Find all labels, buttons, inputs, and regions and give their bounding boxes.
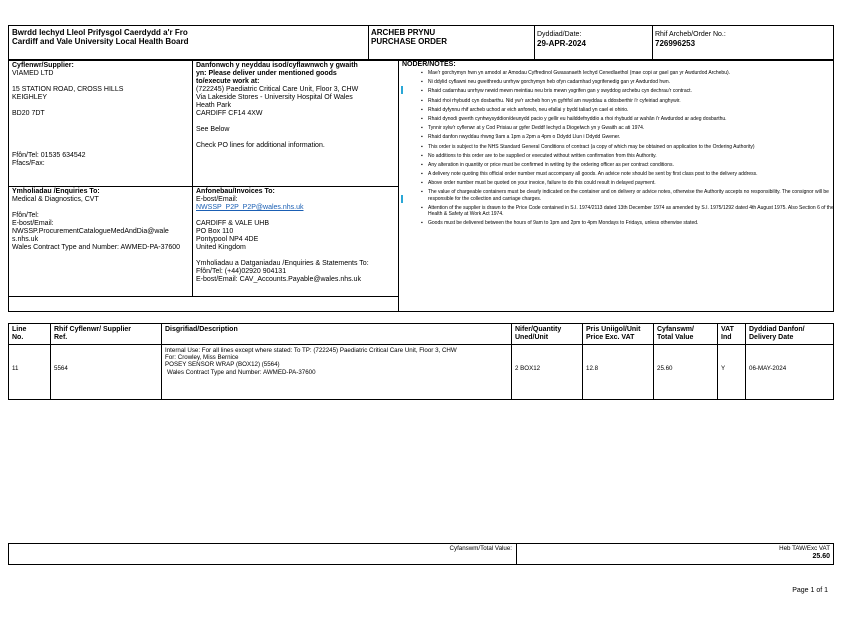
note-item: ▪ Ni ddylid cyflawni neu gweithredu unrhyw gorchymyn heb ofyn cadarnhad ysgrifenedig gan yr Awdurdod hwn. [402, 79, 834, 85]
note-item: ▪ No additions to this order are to be supplied or executed without written confirmation from this Authority. [402, 153, 834, 159]
col-header-text: Cyfanswm/ [657, 326, 694, 333]
col-header-text: Total Value [657, 334, 694, 341]
row-description: POSEY SENSOR WRAP (BOX12) (5564) [165, 361, 280, 369]
divider [511, 323, 512, 400]
delivery-address-line: CARDIFF CF14 4XW [196, 110, 263, 117]
divider [8, 186, 398, 187]
total-value-label: Cyfanswm/Total Value: [449, 545, 512, 552]
notes-label: NODER/NOTES: [402, 61, 456, 68]
invoices-address-line: CARDIFF & VALE UHB [196, 220, 269, 227]
order-number-label: Rhif Archeb/Order No.: [655, 31, 726, 38]
statements-label: Ymholiadau a Datganiadau /Enquiries & Statements To: [196, 260, 369, 267]
enquiries-section [12, 188, 190, 252]
supplier-line: BD20 7DT [12, 110, 45, 117]
divider [652, 25, 653, 60]
enquiries-dept: Medical & Diagnostics, CVT [12, 196, 99, 203]
divider [717, 323, 718, 400]
row-vat: Y [721, 365, 726, 372]
note-item: ▪ This order is subject to the NHS Standard General Conditions of contract (a copy of which may be obtained on application to the Ordering Authority) [402, 144, 834, 150]
divider [534, 25, 535, 60]
col-header-line [12, 326, 26, 342]
delivery-label: yn: Please deliver under mentioned goods [196, 70, 337, 77]
col-header-unit-price [586, 326, 640, 342]
delivery-section [196, 62, 396, 150]
supplier-label: Cyflenwr/Supplier: [12, 62, 74, 69]
col-header-text: Uned/Unit [515, 334, 549, 341]
col-header-vat [721, 326, 734, 342]
divider [368, 25, 369, 60]
row-delivery-date: 06-MAY-2024 [749, 365, 787, 372]
org-name-english: Cardiff and Vale University Local Health Board [12, 37, 189, 46]
note-item: ▪ Above order number must be quoted on your invoice, failure to do this could result in delayed payment. [402, 180, 834, 186]
note-item: ▪ Rhaid dynodi gwerth cynhwysyddion/deunydd pacio y gellir eu hailddefnyddio a rhoi rhybudd ar wahân i'r Awdurdod ar adeg dosbarthu. [402, 116, 834, 122]
enquiries-email: s.nhs.uk [12, 236, 39, 243]
col-header-text: VAT [721, 326, 734, 333]
invoices-address-line: Pontypool NP4 4DE [196, 236, 259, 243]
delivery-address-line: Via Lakeside Stores - University Hospital Of Wales [196, 94, 353, 101]
row-supplier-ref: 5564 [54, 365, 68, 372]
note-item: ▪ Rhaid cadarnhau unrhyw newid mewn meintiau neu bris mewn ysgrifen gan y swyddog archebu cyn dechrau'r contract. [402, 88, 834, 94]
delivery-label: to/execute work at: [196, 78, 260, 85]
supplier-line: VIAMED LTD [12, 70, 54, 77]
check-po-note: Check PO lines for additional information. [196, 142, 325, 149]
col-header-text: No. [12, 334, 24, 341]
col-header-quantity [515, 326, 561, 342]
supplier-line: 15 STATION ROAD, CROSS HILLS [12, 86, 124, 93]
delivery-address-line: Heath Park [196, 102, 232, 109]
enquiries-email: NWSSP.ProcurementCatalogueMedAndDia@wale [12, 228, 169, 235]
title-english: PURCHASE ORDER [371, 37, 448, 46]
see-below: See Below [196, 126, 230, 133]
note-item: ▪ Rhaid dyfynnu rhif archeb uchod ar eich anfoneb, neu efallai y bydd taliad yn cael ei ohirio. [402, 107, 834, 113]
enquiries-email-label: E-bost/Email: [12, 220, 54, 227]
divider [161, 323, 162, 400]
note-item: ▪ Rhaid rhoi rhybudd cyn dosbarthu. Nid yw'r archeb hon yn gyfrifol am nwyddau a ddosberthir i'r cyfeiriad anghywir. [402, 98, 834, 104]
col-header-text: Ref. [54, 334, 68, 341]
invoices-section [196, 188, 396, 284]
note-item: ▪ Rhaid danfon nwyddau rhwng 9am a 1pm a 2pm a 4pm o Ddydd Llun i Ddydd Gwener. [402, 134, 834, 140]
supplier-phone: Ffôn/Tel: 01535 634542 [12, 152, 86, 159]
divider [398, 60, 399, 312]
col-header-description [165, 326, 238, 334]
enquiries-label: Ymholiadau /Enquiries To: [12, 188, 100, 195]
divider [192, 60, 193, 297]
order-number-value: 726996253 [655, 39, 696, 48]
note-item: ▪ Tynnir sylw'r cyflenwr at y Cod Prisiau ar gyfer Deddf Iechyd a Diogelwch yn y Gwaith ac ati 1974. [402, 125, 834, 131]
col-header-text: Disgrifiad/Description [165, 326, 238, 333]
row-internal-use: Internal Use: For all lines except where stated: To TP: (722245) Paediatric Critical Care Unit, Floor 3, CHW [165, 347, 457, 354]
invoices-email-link[interactable]: NWSSP_P2P_P2P@wales.nhs.uk [196, 204, 304, 211]
row-quantity: 2 BOX12 [515, 365, 541, 372]
org-name-welsh: Bwrdd Iechyd Lleol Prifysgol Caerdydd a'r Fro [12, 28, 188, 37]
divider [745, 323, 746, 400]
statements-phone: Ffôn/Tel: (+44)02920 904131 [196, 268, 287, 275]
date-value: 29-APR-2024 [537, 39, 586, 48]
col-header-total [657, 326, 694, 342]
col-header-text: Ind [721, 334, 732, 341]
divider [516, 543, 517, 565]
col-header-text: Nifer/Quantity [515, 326, 562, 333]
supplier-line: KEIGHLEY [12, 94, 48, 101]
note-item: ▪ A delivery note quoting this official order number must accompany all goods. An advice note should be sent by first class post to the delivery address. [402, 171, 834, 177]
supplier-fax: Ffacs/Fax: [12, 160, 45, 167]
note-item: ▪ The value of chargeable containers must be clearly indicated on the container and on delivery or advice notes, otherwise the Authority accepts no responsibility. The consignor will be responsible for the collection and carriage charges. [402, 189, 834, 201]
col-header-text: Dyddiad Danfon/ [749, 326, 805, 333]
divider [582, 323, 583, 400]
enquiries-contract: Wales Contract Type and Number: AWMED-PA-37600 [12, 244, 181, 251]
title-welsh: ARCHEB PRYNU [371, 28, 436, 37]
date-label: Dyddiad/Date: [537, 31, 582, 38]
supplier-section [12, 62, 190, 118]
enquiries-phone: Ffôn/Tel: [12, 212, 39, 219]
row-line-no: 11 [12, 365, 19, 372]
divider [8, 296, 398, 297]
delivery-label: Danfonwch y neyddau isod/cyflawnwch y gwaith [196, 62, 358, 69]
supplier-line [12, 78, 190, 86]
col-header-supplier-ref [54, 326, 131, 342]
statements-email: E-bost/Email: CAV_Accounts.Payable@wales.nhs.uk [196, 276, 361, 283]
col-header-text: Pris Uniigol/Unit [586, 326, 641, 333]
note-item: ▪ Any alteration in quantity or price must be confirmed in writing by the ordering officer as per contract conditions. [402, 162, 834, 168]
col-header-text: Delivery Date [749, 334, 794, 341]
col-header-delivery-date [749, 326, 805, 342]
divider [653, 323, 654, 400]
invoices-email-label: E-bost/Email: [196, 196, 238, 203]
invoices-address-line: United Kingdom [196, 244, 246, 251]
row-contract: Wales Contract Type and Number: AWMED-PA-37600 [167, 368, 316, 376]
divider [50, 323, 51, 400]
note-item: ▪ Mae'r gorchymyn hwn yn amodol ar Amodau Cyffredinol Gwasanaeth Iechyd Cenedlaethol (mae copi ar gael gan yr Awdurdod Archebu). [402, 70, 834, 76]
row-for: For: Crowley, Miss Bernice [165, 354, 239, 362]
note-item: ▪ Goods must be delivered between the hours of 9am to 1pm and 2pm to 4pm Mondays to Fridays, unless otherwise stated. [402, 220, 834, 226]
col-header-text: Rhif Cyflenwr/ Supplier [54, 326, 132, 333]
row-unit-price: 12.8 [586, 365, 599, 372]
total-value: 25.60 [812, 553, 830, 560]
row-total: 25.60 [657, 365, 673, 372]
note-item: ▪ Attention of the supplier is drawn to the Price Code contained in S.I. 1974/2113 dated 13th December 1974 as amended by S.I. 1975/1292 dated 4th August 1975. Also Section 6 of the Health & Safety at Work Act 1974. [402, 205, 834, 217]
col-header-text: Price Exc. VAT [586, 334, 635, 341]
delivery-address-line: (722245) Paediatric Critical Care Unit, Floor 3, CHW [196, 86, 359, 93]
page-number: Page 1 of 1 [792, 587, 828, 594]
divider [8, 344, 834, 345]
total-vat-label: Heb TAW/Exc VAT [779, 545, 830, 552]
invoices-label: Anfonebau/Invoices To: [196, 188, 275, 195]
invoices-address-line: PO Box 110 [196, 228, 234, 235]
supplier-line [12, 102, 190, 110]
notes-list [402, 70, 834, 229]
col-header-text: Line [12, 326, 27, 333]
